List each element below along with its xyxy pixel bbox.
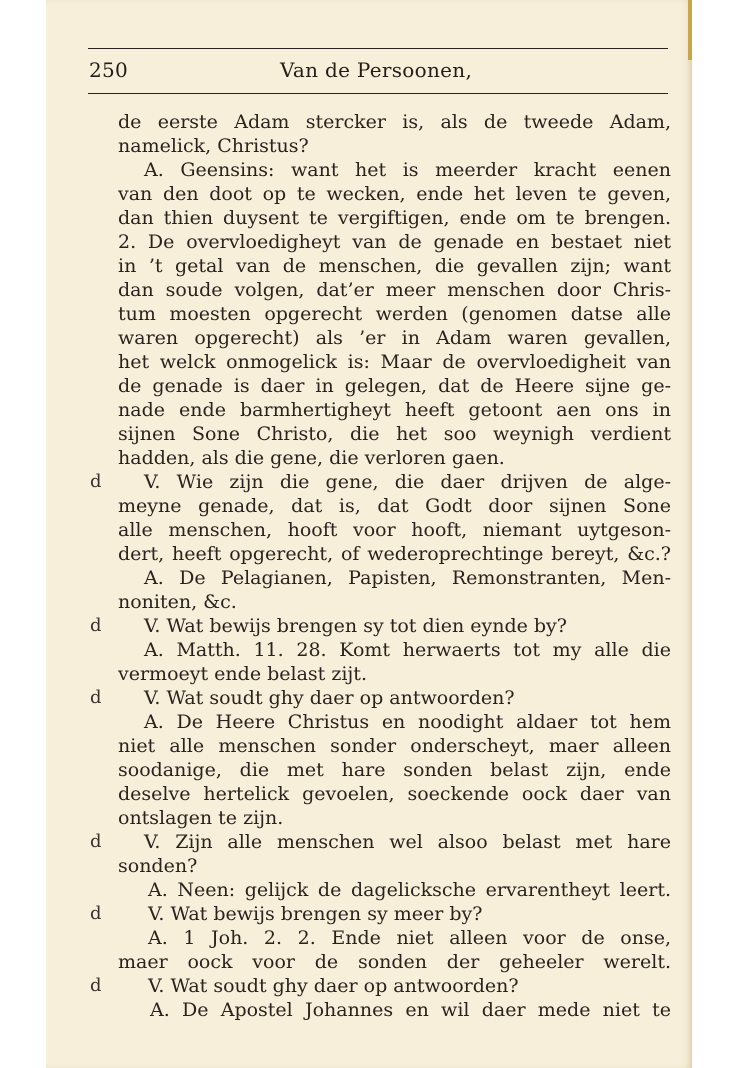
text-line bbox=[90, 830, 671, 854]
line-text: maer oock voor de sonden der geheeler werelt. bbox=[118, 951, 671, 973]
text-line bbox=[118, 446, 671, 470]
text-line bbox=[118, 374, 671, 398]
line-text: vermoeyt ende belast zijt. bbox=[118, 663, 367, 685]
margin-marker: d bbox=[90, 471, 102, 492]
text-line bbox=[118, 110, 671, 134]
line-text: A. Geensins: want het is meerder kracht eenen bbox=[144, 159, 671, 181]
line-text: A. De Heere Christus en noodight aldaer tot hem bbox=[144, 711, 671, 733]
text-line bbox=[118, 254, 671, 278]
margin-marker: d bbox=[90, 615, 102, 636]
text-line bbox=[118, 398, 671, 422]
text-line bbox=[118, 542, 671, 566]
line-text: V. Wie zijn die gene, die daer drijven de alge- bbox=[144, 471, 671, 493]
line-text: dan soude volgen, dat’er meer menschen door Chris- bbox=[118, 279, 671, 301]
line-text: van den doot op te wecken, ende het leven te geven, bbox=[118, 183, 671, 205]
line-text: tum moesten opgerecht werden (genomen datse alle bbox=[118, 303, 671, 325]
line-text: 2. De overvloedigheyt van de genade en bestaet niet bbox=[118, 231, 671, 253]
text-line bbox=[118, 878, 671, 902]
line-text: A. 1 Joh. 2. 2. Ende niet alleen voor de onse, bbox=[148, 927, 671, 949]
line-text: ontslagen te zijn. bbox=[118, 807, 284, 829]
text-line bbox=[118, 758, 671, 782]
text-line bbox=[118, 518, 671, 542]
line-text: V. Wat bewijs brengen sy meer by? bbox=[148, 903, 483, 925]
text-line bbox=[118, 782, 671, 806]
line-text: niet alle menschen sonder onderscheyt, maer alleen bbox=[118, 735, 671, 757]
text-line bbox=[90, 902, 671, 926]
page-number: 250 bbox=[89, 58, 129, 82]
text-line bbox=[118, 638, 671, 662]
text-line bbox=[118, 326, 671, 350]
text-line bbox=[118, 806, 671, 830]
margin-marker: d bbox=[90, 831, 102, 852]
line-text: A. Neen: gelijck de dagelicksche ervarentheyt leert. bbox=[148, 879, 671, 901]
line-text: dert, heeft opgerecht, of wederoprechtinge bereyt, &c.? bbox=[118, 543, 671, 565]
line-text: de eerste Adam stercker is, als de tweede Adam, bbox=[118, 111, 671, 133]
margin-marker: d bbox=[90, 903, 102, 924]
text-line bbox=[90, 974, 671, 998]
text-line bbox=[118, 206, 671, 230]
line-text: V. Zijn alle menschen wel alsoo belast met hare bbox=[144, 831, 671, 853]
line-text: sijnen Sone Christo, die het soo weynigh verdient bbox=[118, 423, 671, 445]
line-text: alle menschen, hooft voor hooft, niemant uytgeson- bbox=[118, 519, 671, 541]
text-line bbox=[118, 710, 671, 734]
line-text: deselve hertelick gevoelen, soeckende oock daer van bbox=[118, 783, 671, 805]
running-title: Van de Persoonen, bbox=[280, 58, 473, 82]
text-line bbox=[118, 950, 671, 974]
line-text: namelick, Christus? bbox=[118, 135, 309, 157]
text-line bbox=[118, 182, 671, 206]
text-line bbox=[118, 926, 671, 950]
text-line bbox=[90, 614, 671, 638]
line-text: V. Wat soudt ghy daer op antwoorden? bbox=[144, 687, 515, 709]
text-line bbox=[118, 734, 671, 758]
line-text: A. Matth. 11. 28. Komt herwaerts tot my alle die bbox=[144, 639, 671, 661]
line-text: sonden? bbox=[118, 855, 198, 877]
text-line bbox=[118, 230, 671, 254]
line-text: soodanige, die met hare sonden belast zijn, ende bbox=[118, 759, 671, 781]
line-text: V. Wat bewijs brengen sy tot dien eynde by? bbox=[144, 615, 567, 637]
text-line bbox=[118, 278, 671, 302]
margin-marker: d bbox=[90, 687, 102, 708]
line-text: V. Wat soudt ghy daer op antwoorden? bbox=[148, 975, 519, 997]
line-text: meyne genade, dat is, dat Godt door sijnen Sone bbox=[118, 495, 671, 517]
text-line bbox=[118, 590, 671, 614]
text-line bbox=[118, 566, 671, 590]
text-line bbox=[118, 350, 671, 374]
line-text: dan thien duysent te vergiftigen, ende om te brengen. bbox=[118, 207, 671, 229]
line-text: het welck onmogelick is: Maar de overvloedigheit van bbox=[118, 351, 671, 373]
text-line bbox=[118, 422, 671, 446]
text-line bbox=[118, 134, 671, 158]
page-edge bbox=[688, 0, 692, 60]
header-rule-top bbox=[88, 48, 668, 49]
text-line bbox=[90, 686, 671, 710]
text-line bbox=[118, 854, 671, 878]
line-text: waren opgerecht) als ’er in Adam waren gevallen, bbox=[118, 327, 671, 349]
line-text: noniten, &c. bbox=[118, 591, 237, 613]
body-text bbox=[90, 110, 671, 1022]
header-rule-bottom bbox=[88, 93, 668, 94]
line-text: in ’t getal van de menschen, die gevallen zijn; want bbox=[118, 255, 671, 277]
text-line bbox=[118, 662, 671, 686]
line-text: hadden, als die gene, die verloren gaen. bbox=[118, 447, 505, 469]
line-text: de genade is daer in gelegen, dat de Heere sijne ge- bbox=[118, 375, 671, 397]
text-line bbox=[118, 158, 671, 182]
margin-marker: d bbox=[90, 975, 102, 996]
text-line bbox=[118, 494, 671, 518]
text-line bbox=[90, 470, 671, 494]
line-text: nade ende barmhertigheyt heeft getoont aen ons in bbox=[118, 399, 671, 421]
text-line bbox=[118, 998, 671, 1022]
text-line bbox=[118, 302, 671, 326]
line-text: A. De Apostel Johannes en wil daer mede niet te bbox=[150, 999, 671, 1021]
line-text: A. De Pelagianen, Papisten, Remonstranten, Men- bbox=[144, 567, 671, 589]
